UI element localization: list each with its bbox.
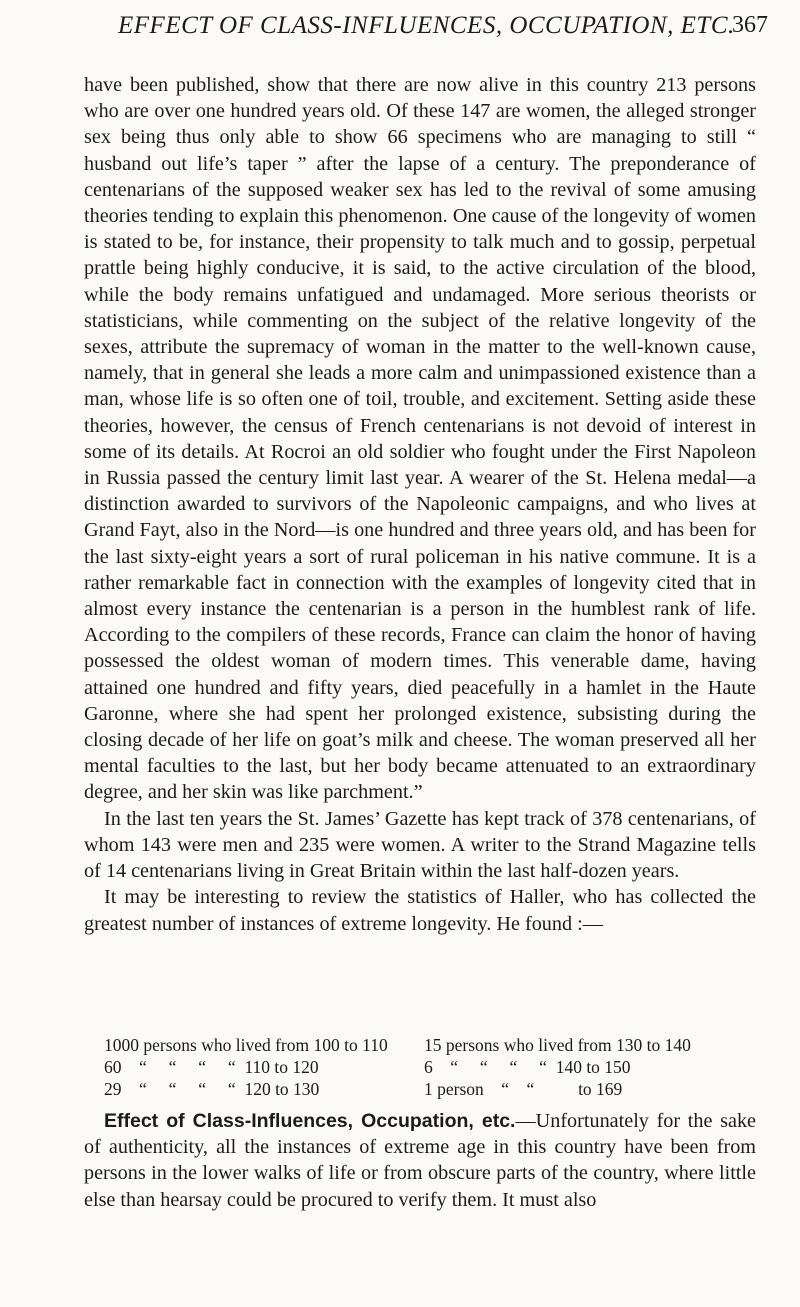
table-cell-left: 1000 persons who lived from 100 to 110 <box>104 1035 388 1055</box>
table-row <box>104 1056 764 1078</box>
table-row <box>104 1034 764 1056</box>
body-text <box>84 72 756 937</box>
paragraph-3: It may be interesting to review the statistics of Haller, who has collected the greatest number of instances of extreme longevity. He found :— <box>84 886 756 935</box>
table-row <box>104 1078 764 1100</box>
table-cell-left: 60 “ “ “ “ 110 to 120 <box>104 1057 319 1077</box>
haller-longevity-table <box>104 1034 764 1100</box>
table-cell-left: 29 “ “ “ “ 120 to 130 <box>104 1079 320 1099</box>
section-effect-of-class-influences <box>84 1108 756 1213</box>
table-cell-right: 6 “ “ “ “ 140 to 150 <box>424 1057 631 1077</box>
paragraph-2: In the last ten years the St. James’ Gazette has kept track of 378 centenarians, of whom 143 were men and 235 were women. A writer to the Strand Magazine tells of 14 centenarians living in Great Britain within the last half-dozen years. <box>84 807 756 883</box>
page-header <box>0 10 800 50</box>
section-heading: Effect of Class-Influences, Occupation, etc. <box>104 1110 516 1132</box>
page-number: 367 <box>732 12 768 38</box>
table-cell-right: 1 person “ “ to 169 <box>424 1079 623 1099</box>
running-head: EFFECT OF CLASS-INFLUENCES, OCCUPATION, ETC. <box>118 12 735 39</box>
section-text: —Unfortunately for the sake of authenticity, all the instances of extreme age in this country have been from persons in the lower walks of life or from obscure parts of the country, where little else than hearsay could be procured to verify them. It must also <box>84 1110 757 1211</box>
paragraph-1: have been published, show that there are now alive in this country 213 persons who are over one hundred years old. Of these 147 are women, the alleged stronger sex being thus only able to show 66 specimens who are managing to still “ husband out life’s taper ” after the lapse of a century. The preponderance of centenarians of the supposed weaker sex has led to the revival of some amusing theories tending to explain this phenomenon. One cause of the longevity of women is stated to be, for instance, their propensity to talk much and to gossip, perpetual prattle being highly conducive, it is said, to the active circulation of the blood, while the body remains unfatigued and undamaged. More serious theorists or statisticians, while commenting on the subject of the relative longevity of the sexes, attribute the supremacy of woman in the matter to the well-known cause, namely, that in general she leads a more calm and unimpassioned existence than a man, whose life is so often one of toil, trouble, and excitement. Setting aside these theories, however, the census of French centenarians is not devoid of interest in some of its details. At Rocroi an old soldier who fought under the First Napoleon in Russia passed the century limit last year. A wearer of the St. Helena medal—a distinction awarded to survivors of the Napoleonic campaigns, and who lives at Grand Fayt, also in the Nord—is one hundred and three years old, and has been for the last sixty-eight years a sort of rural policeman in his native commune. It is a rather remarkable fact in connection with the examples of longevity cited that in almost every instance the centenarian is a person in the humblest rank of life. According to the compilers of these records, France can claim the honor of having possessed the oldest woman of modern times. This venerable dame, having attained one hundred and fifty years, died peacefully in a hamlet in the Haute Garonne, where she had spent her prolonged existence, subsisting during the closing decade of her life on goat’s milk and cheese. The woman preserved all her mental faculties to the last, but her body became attenuated to an extraordinary degree, and her skin was like parchment.” <box>84 74 756 804</box>
section-paragraph <box>84 1108 756 1213</box>
table-cell-right: 15 persons who lived from 130 to 140 <box>424 1035 691 1055</box>
